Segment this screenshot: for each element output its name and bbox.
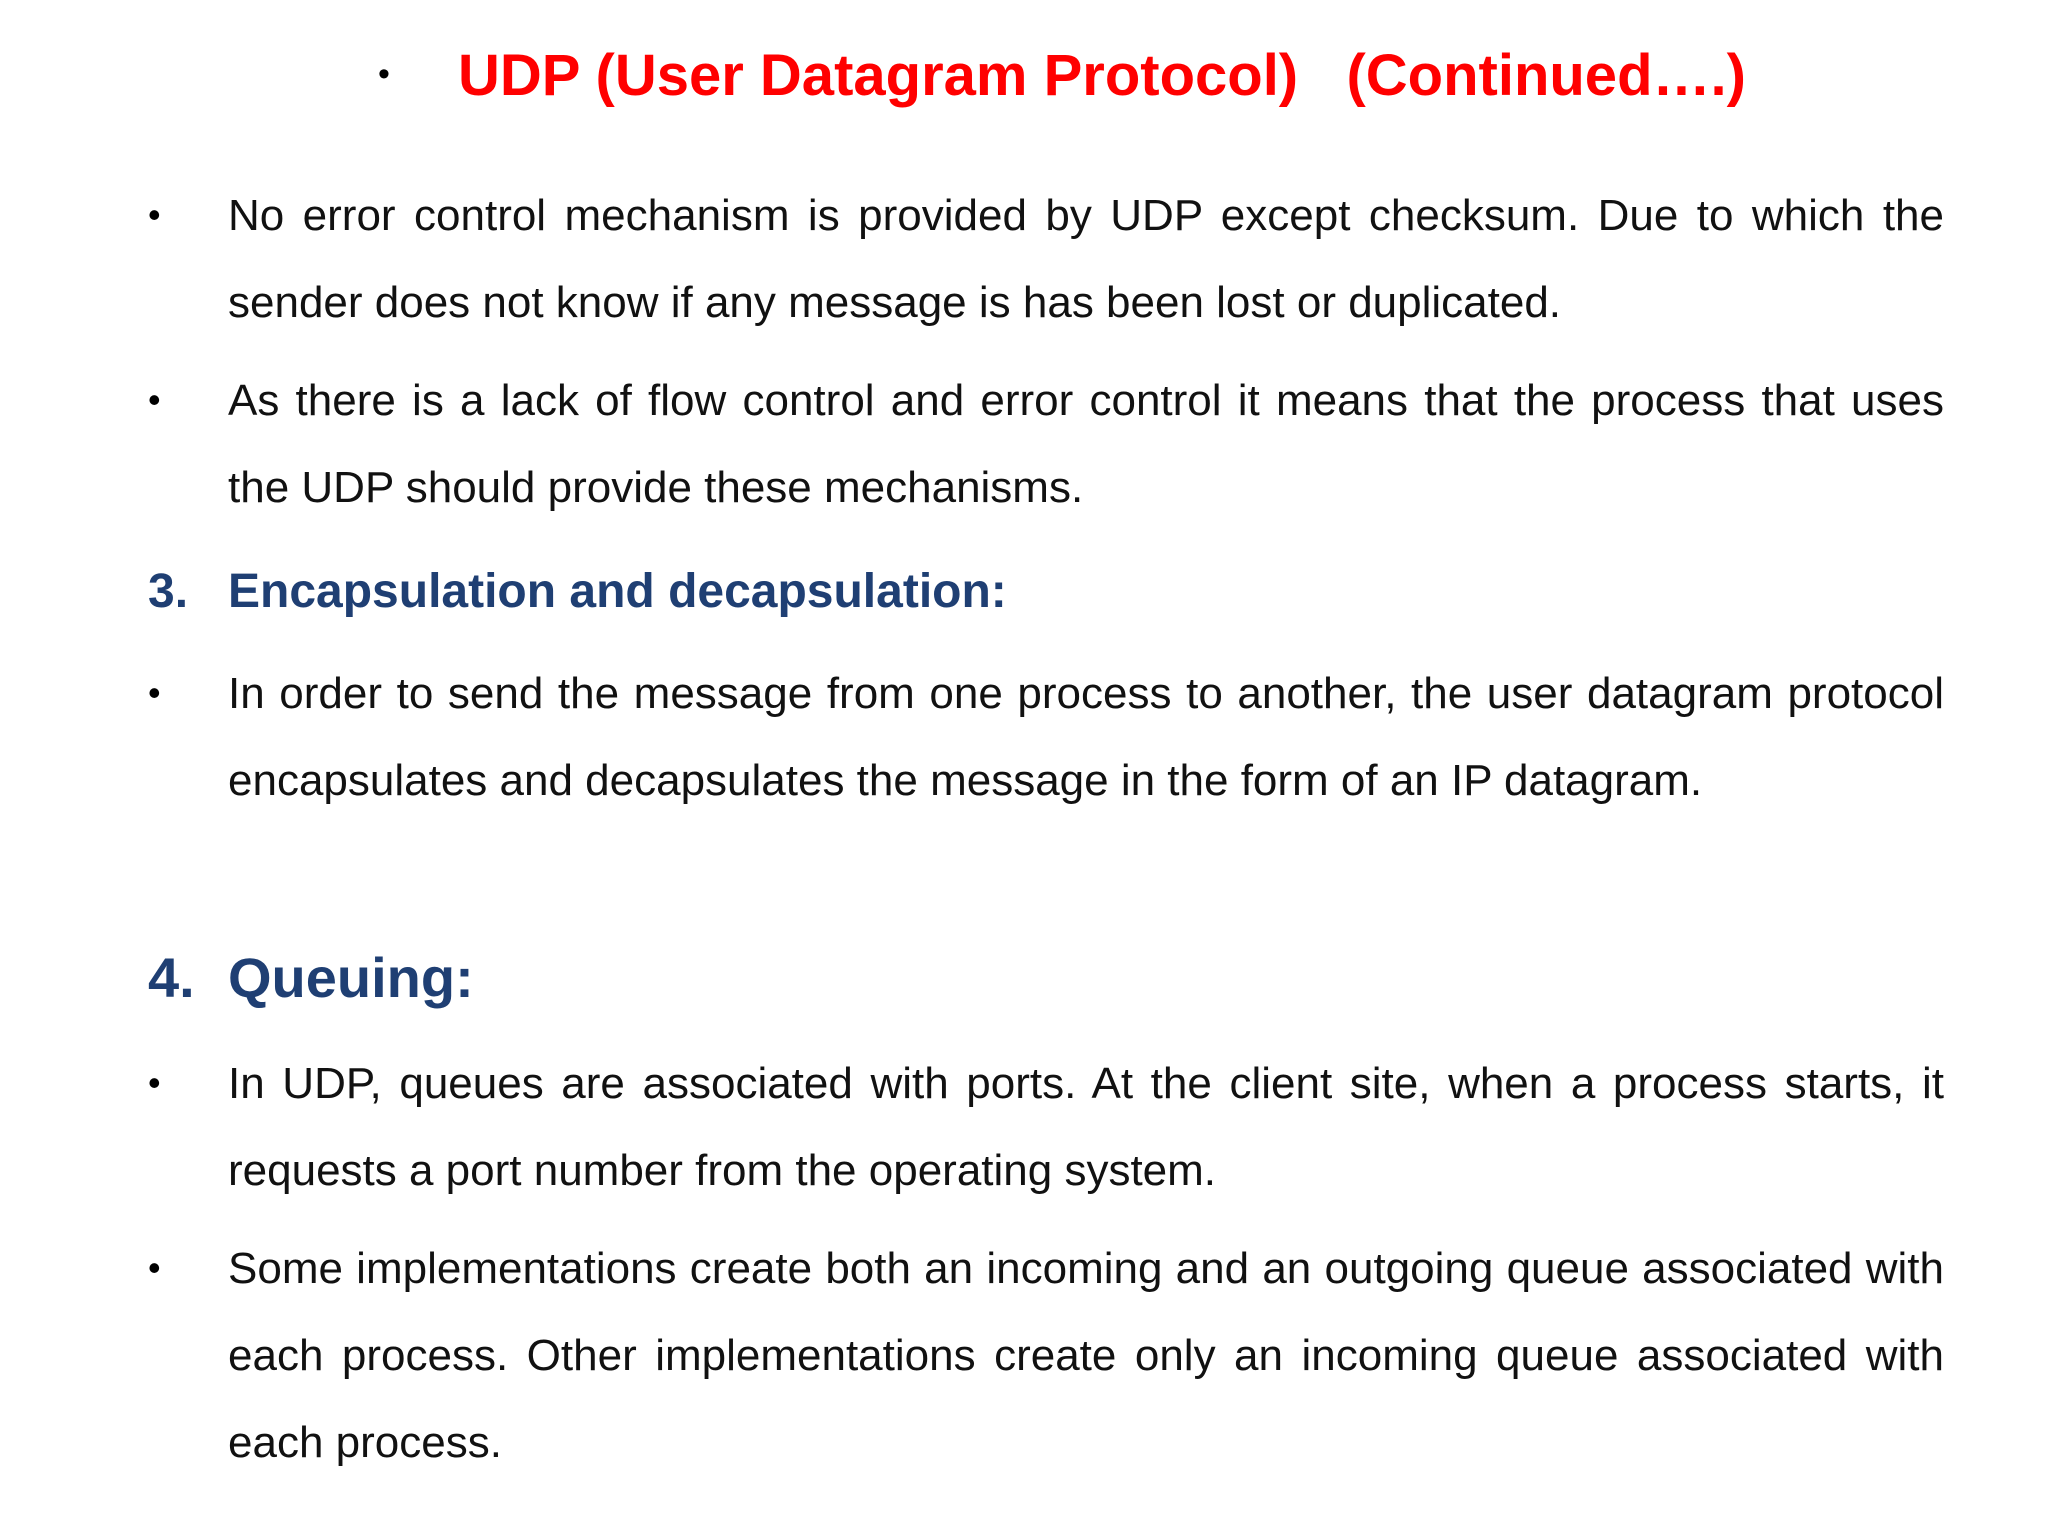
bullet-marker: • — [148, 672, 161, 713]
section-number: 3. — [148, 565, 189, 618]
bullet-marker: • — [148, 194, 161, 235]
bullet-text: Some implementations create both an incoming and an outgoing queue associated with each process. Other implementations create only an incoming queue associated with each process. — [228, 1244, 1944, 1467]
section-number: 4. — [148, 946, 195, 1009]
slide-title: UDP (User Datagram Protocol) (Continued….) — [458, 43, 1746, 108]
bullet-marker: • — [148, 379, 161, 420]
bullet-text: No error control mechanism is provided by UDP except checksum. Due to which the sender does not know if any message is has been lost or duplicated. — [228, 191, 1944, 327]
bullet-marker: • — [148, 1247, 161, 1288]
title-row — [0, 36, 2048, 116]
title-bullet: • — [378, 55, 390, 93]
bullet-text: As there is a lack of flow control and error control it means that the process that uses the UDP should provide these mechanisms. — [228, 376, 1944, 512]
section-heading: Encapsulation and decapsulation: — [228, 565, 1007, 618]
bullet-marker: • — [148, 1062, 161, 1103]
section-heading: Queuing: — [228, 946, 474, 1009]
bullet-text: In order to send the message from one process to another, the user datagram protocol encapsulates and decapsulates the message in the form of an IP datagram. — [228, 669, 1944, 805]
bullet-text: In UDP, queues are associated with ports. At the client site, when a process starts, it requests a port number from the operating system. — [228, 1059, 1944, 1195]
